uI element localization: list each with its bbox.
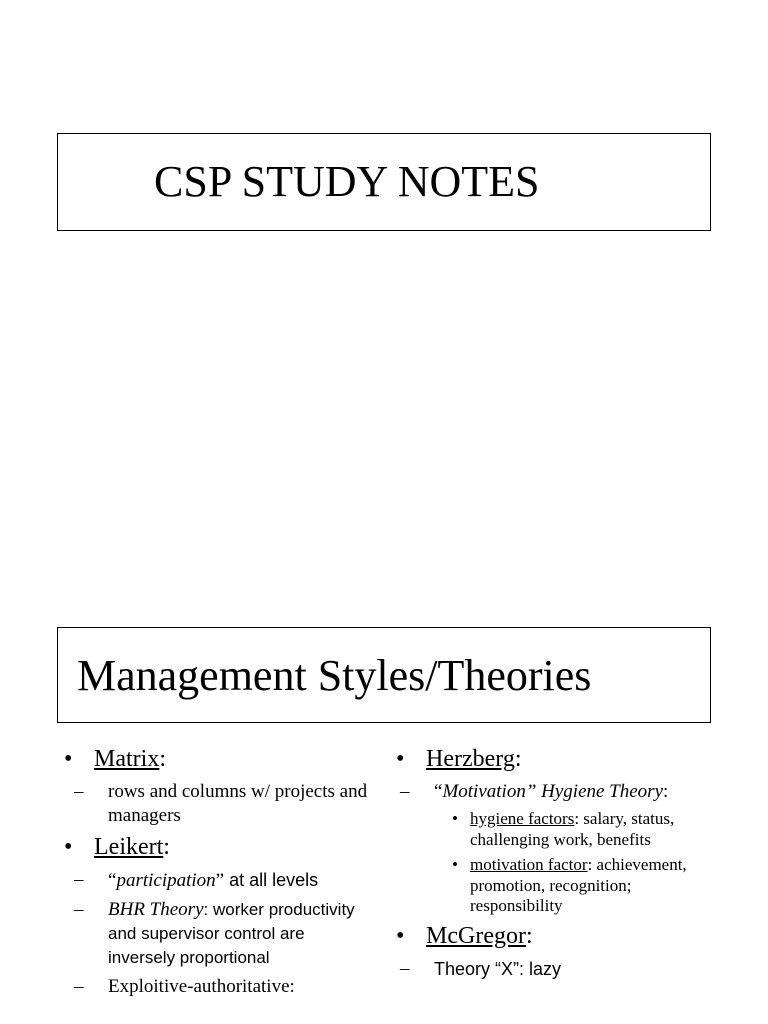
herzberg-label: Herzberg (426, 746, 515, 772)
list-item-herzberg: • Herzberg: (396, 746, 522, 772)
sub-sub-item-hygiene: • hygiene factors: salary, status, challenging work, benefits (452, 809, 675, 849)
bullet-icon: • (396, 922, 405, 949)
list-item-leikert: • Leikert: (64, 834, 170, 860)
dash-icon: – (400, 957, 410, 979)
right-column (396, 745, 716, 987)
dash-icon: – (74, 869, 84, 890)
matrix-description: rows and columns w/ projects and managers (108, 781, 368, 826)
mcgregor-label: McGregor (426, 922, 526, 949)
dash-icon: – (74, 781, 84, 802)
management-slide-heading: Management Styles/Theories (77, 651, 592, 700)
sub-item-exploitive: – Exploitive-authoritative: (74, 976, 295, 997)
dash-icon: – (74, 899, 84, 920)
motivation-label: motivation factor (470, 855, 588, 874)
hygiene-label: hygiene factors (470, 809, 575, 828)
bullet-icon: • (452, 809, 458, 828)
sub-item-motivation-hygiene: – “Motivation” Hygiene Theory: (400, 781, 669, 802)
dash-icon: – (400, 781, 410, 802)
bullet-icon: • (452, 855, 458, 874)
list-item-mcgregor: • McGregor: (396, 922, 533, 949)
sub-item-bhr-theory: – BHR Theory: worker productivity and supervisor control are inversely proportional (74, 899, 355, 967)
dash-icon: – (74, 976, 84, 997)
management-slide-title-box (57, 627, 711, 723)
sub-item-participation: – “participation” at all levels (74, 869, 319, 891)
left-column (64, 745, 374, 1004)
bullet-icon: • (396, 746, 405, 772)
bhr-label: BHR Theory (108, 899, 204, 920)
bullet-icon: • (64, 746, 73, 772)
leikert-label: Leikert (94, 834, 164, 860)
sub-item-theory-x: – Theory “X”: lazy (400, 957, 562, 979)
list-item-matrix: • Matrix: (64, 746, 166, 772)
sub-item-matrix (74, 780, 374, 828)
bullet-icon: • (64, 834, 73, 860)
title-slide-heading: CSP STUDY NOTES (154, 157, 540, 206)
sub-sub-item-motivation: • motivation factor: achievement, promotion, recognition; responsibility (452, 855, 687, 915)
matrix-label: Matrix (94, 746, 160, 772)
title-slide-box (57, 133, 711, 231)
